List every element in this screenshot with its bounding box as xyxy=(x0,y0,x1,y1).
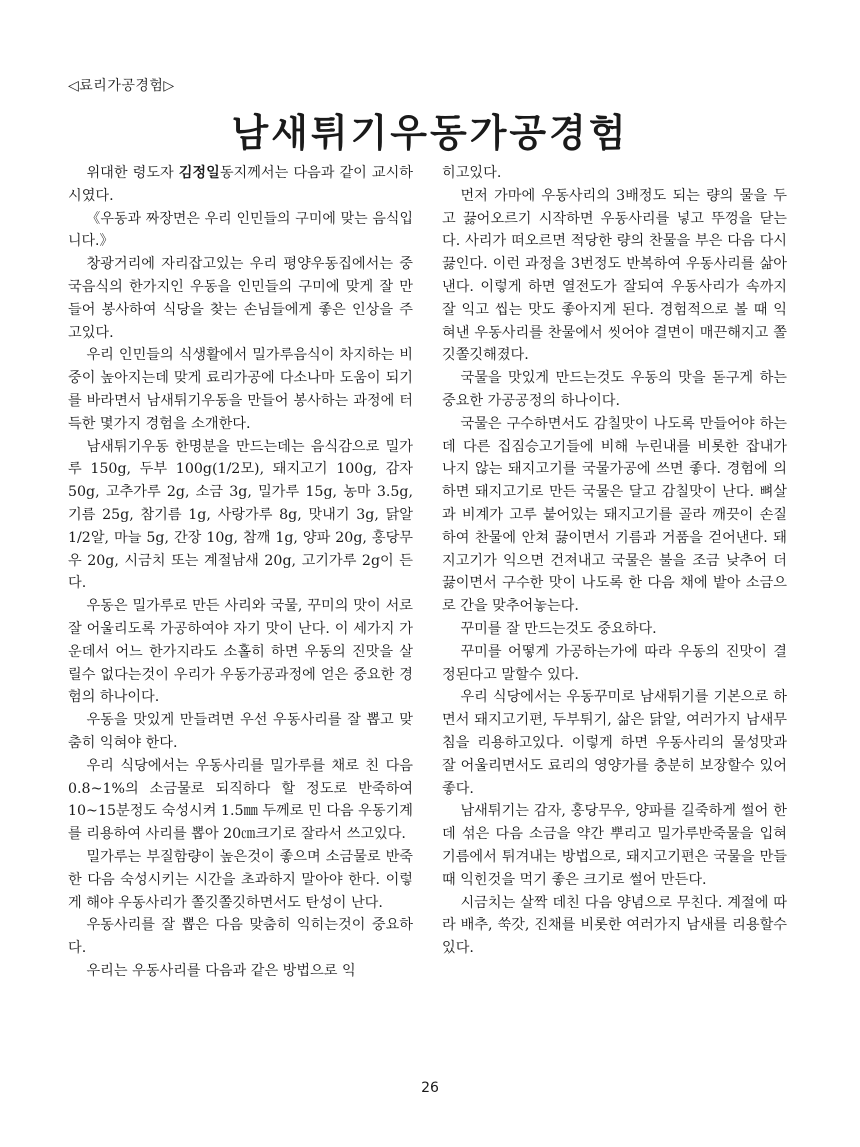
paragraph: 밀가루는 부질함량이 높은것이 좋으며 소금물로 반죽한 다음 숙성시키는 시간을 초과하지 말아야 한다. 이렇게 해야 우동사리가 쫄깃쫄깃하면서도 탄성이 난다. xyxy=(68,848,413,911)
paragraph: 먼저 가마에 우동사리의 3배정도 되는 량의 물을 두고 끓어오르기 시작하면 우동사리를 넣고 뚜껑을 닫는다. 사리가 떠오르면 적당한 량의 찬물을 부은 다음 다시 끓인다. 이런 과정을 3번정도 반복하여 우동사리를 삶아낸다. 이렇게 하면 열전도가 잘되여 우동사리가 속까지 잘 익고 씹는 맛도 좋아지게 된다. 경험적으로 볼 때 익혀낸 우동사리를 찬물에서 씻어야 결면이 매끈해지고 쫄깃쫄깃해졌다. xyxy=(442,187,787,364)
paragraph: 우동을 맛있게 만들려면 우선 우동사리를 잘 뽑고 맞춤히 익혀야 한다. xyxy=(68,712,413,751)
left-column xyxy=(68,162,413,983)
paragraph: 국물을 맛있게 만드는것도 우동의 맛을 돋구게 하는 중요한 가공공정의 하나이다. xyxy=(442,370,787,409)
paragraph: 국물은 구수하면서도 감칠맛이 나도록 만들어야 하는데 다른 집짐승고기들에 비해 누린내를 비롯한 잡내가 나지 않는 돼지고기를 국물가공에 쓰면 좋다. 경험에 의하면 돼지고기로 만든 국물은 달고 감칠맛이 난다. 뼈살과 비계가 고루 붙어있는 돼지고기를 골라 깨끗이 손질하여 찬물에 안쳐 끓이면서 기름과 거품을 걷어낸다. 돼지고기가 익으면 건져내고 국물은 불을 조금 낮추어 더 끓이면서 구수한 맛이 나도록 한 다음 채에 밭아 소금으로 간을 맞추어놓는다. xyxy=(442,415,787,615)
paragraph: 꾸미를 잘 만드는것도 중요하다. xyxy=(460,620,657,637)
article-title: 남새튀기우동가공경험 xyxy=(231,111,629,155)
paragraph-continued: 히고있다. xyxy=(442,165,502,181)
intro-text-end: 동지께서는 다음과 같이 교시하시였다. xyxy=(68,165,413,204)
right-column xyxy=(442,162,787,960)
paragraph: 우동은 밀가루로 만든 사리와 국물, 꾸미의 맛이 서로 잘 어울리도록 가공하여야 자기 맛이 난다. 이 세가지 가운데서 어느 한가지라도 소홀히 하면 우동의 진맛을 살릴수 없다는것이 우리가 우동가공과정에 얻은 중요한 경험의 하나이다. xyxy=(68,598,413,706)
page-number: 26 xyxy=(421,1080,439,1096)
paragraph: 우리 인민들의 식생활에서 밀가루음식이 차지하는 비중이 높아지는데 맞게 료리가공에 다소나마 도움이 되기를 바라면서 남새튀기우동을 만들어 봉사하는 과정에 터득한 몇가지 경험을 소개한다. xyxy=(68,347,413,432)
paragraph-quote: 《우동과 짜장면은 우리 인민들의 구미에 맞는 음식입니다.》 xyxy=(68,210,413,250)
paragraph-ingredients: 남새튀기우동 한명분을 만드는데는 음식감으로 밀가루 150g, 두부 100g(1/2모), 돼지고기 100g, 감자 50g, 고추가루 2g, 소금 3g, 밀가루 15g, 농마 3.5g, 기름 25g, 참기름 1g, 사랑가루 8g, 맛내기 3g, 닭알 1/2알, 마늘 5g, 간장 10g, 참깨 1g, 양파 20g, 홍당무우 20g, 시금치 또는 계절남새 20g, 고기가루 2g이 든다. xyxy=(68,438,413,592)
paragraph: 꾸미를 어떻게 가공하는가에 따라 우동의 진맛이 결정된다고 말할수 있다. xyxy=(442,643,787,683)
paragraph: 우리 식당에서는 우동꾸미로 남새튀기를 기본으로 하면서 돼지고기편, 두부튀기, 삶은 닭알, 여러가지 남새무침을 리용하고있다. 이렇게 하면 우동사리의 물성맛과 잘 어울리면서도 료리의 영양가를 충분히 보장할수 있어 좋다. xyxy=(442,689,787,797)
intro-text: 위대한 령도자 xyxy=(86,165,179,181)
paragraph: 남새튀기는 감자, 홍당무우, 양파를 길죽하게 썰어 한데 섞은 다음 소금을 약간 뿌리고 밀가루반죽물을 입혀 기름에서 튀겨내는 방법으로, 돼지고기편은 국물을 만들 때 익힌것을 먹기 좋은 크기로 썰어 만든다. xyxy=(442,803,787,888)
paragraph-intro xyxy=(68,162,413,208)
paragraph: 우리는 우동사리를 다음과 같은 방법으로 익 xyxy=(86,962,356,979)
leader-name: 김정일 xyxy=(178,165,220,181)
paragraph: 우리 식당에서는 우동사리를 밀가루를 채로 친 다음 0.8~1%의 소금물로 되직하다 할 정도로 반죽하여 10~15분정도 숙성시켜 1.5㎜ 두께로 민 다음 우동기계를 리용하여 사리를 뽑아 20㎝크기로 잘라서 쓰고있다. xyxy=(68,757,413,843)
paragraph: 우동사리를 잘 뽑은 다음 맞춤히 익히는것이 중요하다. xyxy=(68,917,413,957)
paragraph: 시금치는 살짝 데친 다음 양념으로 무친다. 계절에 따라 배추, 쑥갓, 진채를 비롯한 여러가지 남새를 리용할수 있다. xyxy=(442,894,787,957)
paragraph: 창광거리에 자리잡고있는 우리 평양우동집에서는 중국음식의 한가지인 우동을 인민들의 구미에 맞게 잘 만들어 봉사하여 식당을 찾는 손님들에게 좋은 인상을 주고있다. xyxy=(68,256,413,341)
article-category: ◁료리가공경험▷ xyxy=(68,78,175,94)
